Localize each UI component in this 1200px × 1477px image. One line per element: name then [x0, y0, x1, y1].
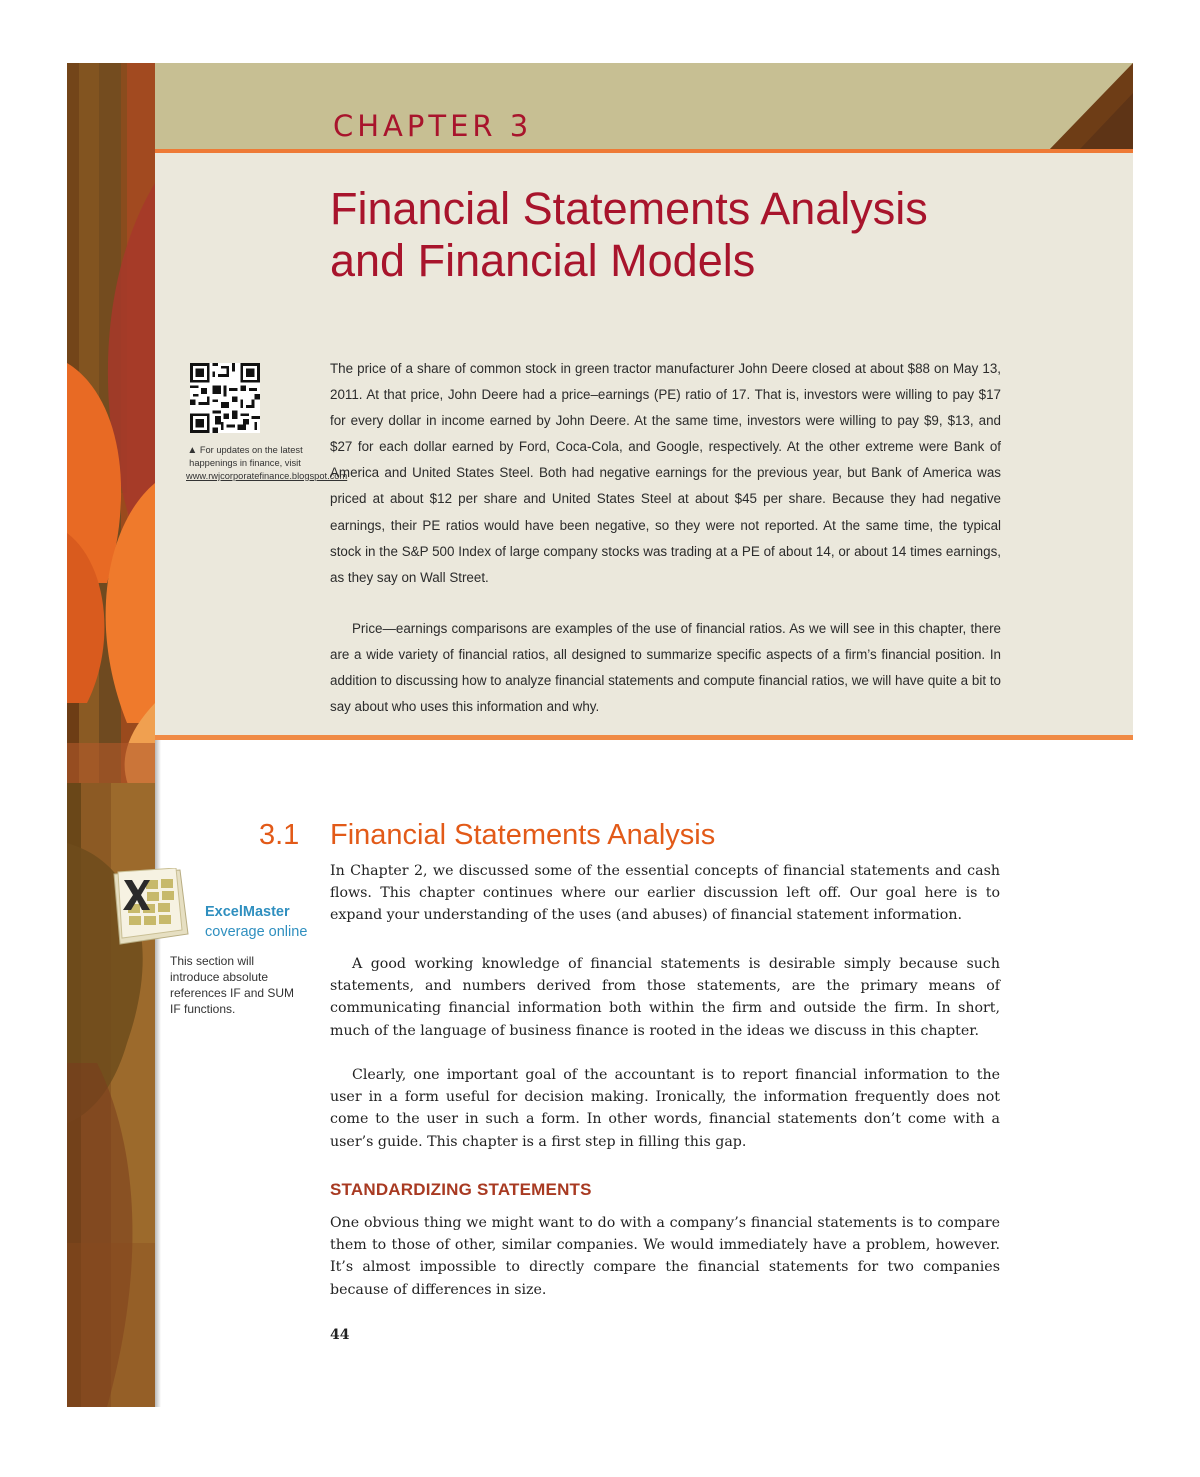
body-paragraph: Clearly, one important goal of the accountant is to report financial information to the user in a form useful for decision making. Ironically, the information frequently does not come to the user in such a form. In other words, financial statements don’t come with a user’s guide. This chapter is a first step in filling this gap.: [330, 1067, 1000, 1150]
intro-paragraph: Price—earnings comparisons are examples of the use of financial ratios. As we will see in this chapter, there are a wide variety of financial ratios, all designed to summarize specific aspects of a firm’s financial position. In addition to discussing how to analyze financial statements and compute financial ratios, we will have quite a bit to say about who uses this information and why.: [330, 621, 1001, 715]
body-paragraph: In Chapter 2, we discussed some of the essential concepts of financial statements and cash flows. This chapter continues where our earlier discussion left off. Our goal here is to expand your understanding of the uses (and abuses) of financial statement information.: [330, 863, 1000, 924]
section-number: 3.1: [259, 819, 300, 851]
section-title: Financial Statements Analysis: [330, 819, 716, 851]
blog-link[interactable]: www.rwjcorporatefinance.blogspot.com: [186, 470, 348, 481]
qr-code-icon[interactable]: [190, 363, 260, 433]
side-band-artwork: [67, 63, 155, 1407]
chapter-title-line2: and Financial Models: [330, 235, 756, 286]
qr-side-note: [186, 444, 348, 482]
chapter-label: CHAPTER 3: [333, 109, 533, 143]
subsection-heading: STANDARDIZING STATEMENTS: [330, 1180, 592, 1199]
excel-spreadsheet-icon[interactable]: [110, 868, 192, 948]
decorative-side-band: [67, 63, 155, 1407]
triangle-icon: ▲: [187, 445, 198, 456]
intro-paragraph: The price of a share of common stock in green tractor manufacturer John Deere closed at about $88 on May 13, 2011. At that price, John Deere had a price–earnings (PE) ratio of 17. That is, investors were willing to pay $17 for every dollar in income earned by John Deere. At the same time, investors were willing to pay $9, $13, and $27 for each dollar earned by Ford, Coca-Cola, and Google, respectively. At the other extreme were Bank of America and United States Steel. Both had negative earnings for the previous year, but Bank of America was priced at about $12 per share and United States Steel at about $45 per share. Because they had negative earnings, their PE ratios would have been negative, so they were not reported. At the same time, the typical stock in the S&P 500 Index of large company stocks was trading at a PE of about 14, or about 14 times earnings, as they say on Wall Street.: [330, 361, 1001, 585]
excelmaster-subtitle: coverage online: [205, 924, 308, 940]
chapter-title-line1: Financial Statements Analysis: [330, 183, 928, 234]
chapter-title: [330, 183, 1090, 287]
header-strip: [155, 63, 1133, 149]
body-paragraph: One obvious thing we might want to do with a company’s financial statements is to compare them to those of other, similar companies. We would immediately have a problem, however. It’s almost impossible to directly compare the financial statements for two companies because of differences in size.: [330, 1215, 1000, 1298]
intro-panel-bottom-rule: [155, 735, 1133, 740]
header-corner-ornament: [1050, 63, 1133, 149]
qr-note-text: For updates on the latest happenings in finance, visit: [189, 445, 303, 469]
body-paragraph: A good working knowledge of financial statements is desirable simply because such statements, and numbers derived from those statements, are the primary means of communicating financial information both within the firm and outside the firm. In short, much of the language of business finance is rooted in the ideas we discuss in this chapter.: [330, 956, 1000, 1039]
page-number: 44: [330, 1327, 350, 1343]
excelmaster-title: ExcelMaster: [205, 904, 290, 920]
excel-margin-note: This section will introduce absolute references IF and SUM IF functions.: [170, 954, 295, 1016]
